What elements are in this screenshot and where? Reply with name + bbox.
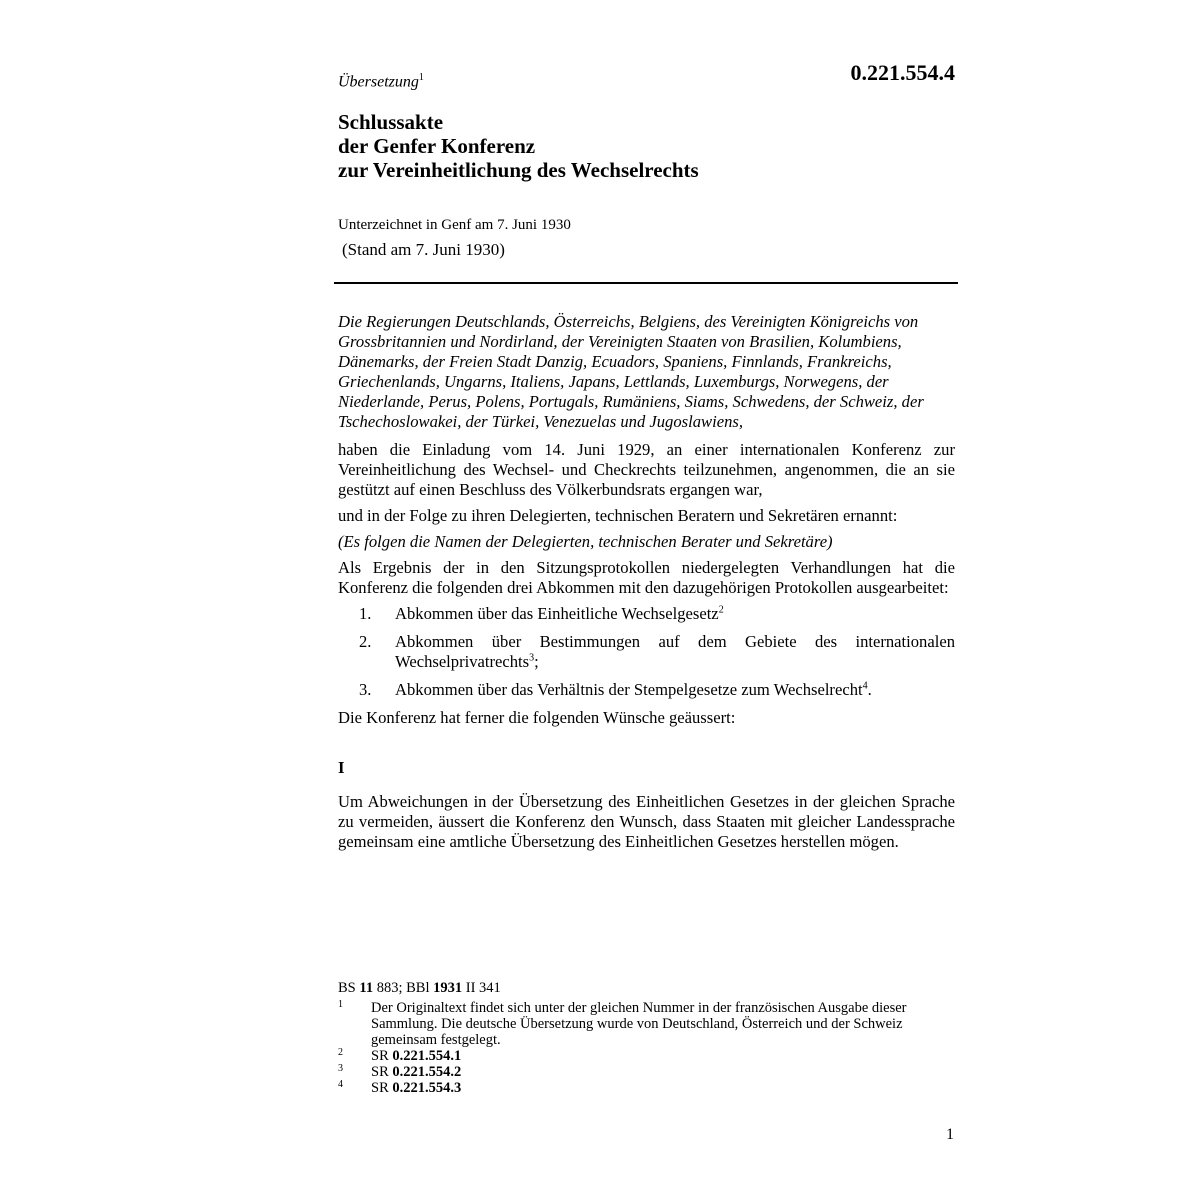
footnote-number: 3 [338,1063,343,1074]
header-divider [334,282,958,284]
source-year: 1931 [433,980,463,996]
footnote-item [338,1064,958,1080]
source-reference [338,980,958,996]
footnote-ref-4[interactable]: 4 [862,680,868,692]
list-item-text: Abkommen über das Einheitliche Wechselgesetz [395,604,719,623]
footnote-item [338,1000,958,1048]
list-item-number: 1. [359,604,372,623]
status-date: (Stand am 7. Juni 1930) [342,240,505,259]
list-item-text: Abkommen über Bestimmungen auf dem Gebiete des internationalen Wechselprivatrechts [395,632,955,671]
paragraph-names-note: (Es folgen die Namen der Delegierten, technischen Berater und Sekretäre) [338,532,833,551]
footnote-ref-1[interactable]: 1 [418,72,424,83]
agreements-list [338,604,955,700]
footnote-item [338,1048,958,1064]
footnote-sr-link[interactable]: 0.221.554.3 [392,1080,462,1096]
footnote-text: SR [371,1048,393,1064]
section-paragraph: Um Abweichungen in der Übersetzung des Einheitlichen Gesetzes in der gleichen Sprache zu vermeiden, äussert die Konferenz den Wunsch, dass Staaten mit gleicher Landessprache gemeinsam eine amtliche Übersetzung des Einheitlichen Gesetzes herstellen mögen. [338,792,955,851]
title-line-3: zur Vereinheitlichung des Wechselrechts [338,158,699,182]
document-title [338,110,958,182]
footnote-sr-link[interactable]: 0.221.554.1 [392,1048,462,1064]
source-volume: 11 [359,980,374,996]
list-item-number: 3. [359,680,372,699]
list-item-number: 2. [359,632,372,651]
title-line-2: der Genfer Konferenz [338,134,536,158]
footnote-item [338,1080,958,1096]
title-line-1: Schlussakte [338,110,444,134]
paragraph-result: Als Ergebnis der in den Sitzungsprotokollen niedergelegten Verhandlungen hat die Konferenz die folgenden drei Abkommen mit den dazugehörigen Protokollen ausgearbeitet: [338,558,955,597]
footnote-text: SR [371,1080,393,1096]
paragraph-wishes: Die Konferenz hat ferner die folgenden Wünsche geäussert: [338,708,736,727]
footnote-number: 2 [338,1047,343,1058]
source-prefix: BS [338,980,360,996]
footnote-sr-link[interactable]: 0.221.554.2 [392,1064,462,1080]
footnote-text: Der Originaltext findet sich unter der gleichen Nummer in der französischen Ausgabe dieser Sammlung. Die deutsche Übersetzung wurde von Deutschland, Österreich und der Schweiz gemeinsam festgelegt. [371,1000,907,1048]
paragraph-delegates: und in der Folge zu ihren Delegierten, technischen Beratern und Sekretären ernannt: [338,506,898,525]
source-middle: 883; BBl [373,980,434,996]
footnote-ref-3[interactable]: 3 [529,652,535,664]
paragraph-invitation: haben die Einladung vom 14. Juni 1929, an einer internationalen Konferenz zur Vereinheitlichung des Wechsel- und Checkrechts teilzunehmen, angenommen, die an sie gestützt auf einen Beschluss des Völkerbundsrats ergangen war, [338,440,955,499]
footnote-number: 4 [338,1079,343,1090]
document-body [338,312,955,858]
preamble-paragraph: Die Regierungen Deutschlands, Österreichs, Belgiens, des Vereinigten Königreichs von Grossbritannien und Nordirland, der Vereinigten Staaten von Brasilien, Kolumbiens, Dänemarks, der Freien Stadt Danzig, Ecuadors, Spaniens, Finnlands, Frankreichs, Griechenlands, Ungarns, Italiens, Japans, Lettlands, Luxemburgs, Norwegens, der Niederlande, Perus, Polens, Portugals, Rumäniens, Siams, Schwedens, der Schweiz, der Tschechoslowakei, der Türkei, Venezuelas und Jugoslawiens, [338,312,924,431]
list-item-text: Abkommen über das Verhältnis der Stempelgesetze zum Wechselrecht [395,680,863,699]
list-item [338,632,955,672]
list-item-punct: . [867,680,872,699]
translation-label-text: Übersetzung [338,73,419,91]
footnote-number: 1 [338,999,343,1010]
footnote-text: SR [371,1064,393,1080]
footnotes [338,980,958,1096]
source-suffix: II 341 [462,980,501,996]
sr-number: 0.221.554.4 [850,60,955,85]
page-number: 1 [946,1126,954,1143]
list-item-punct: ; [534,652,539,671]
list-item [338,680,955,700]
footnote-ref-2[interactable]: 2 [718,604,724,616]
translation-label [338,72,424,91]
signed-date: Unterzeichnet in Genf am 7. Juni 1930 [338,217,571,233]
list-item [338,604,955,624]
section-heading: I [338,758,345,777]
